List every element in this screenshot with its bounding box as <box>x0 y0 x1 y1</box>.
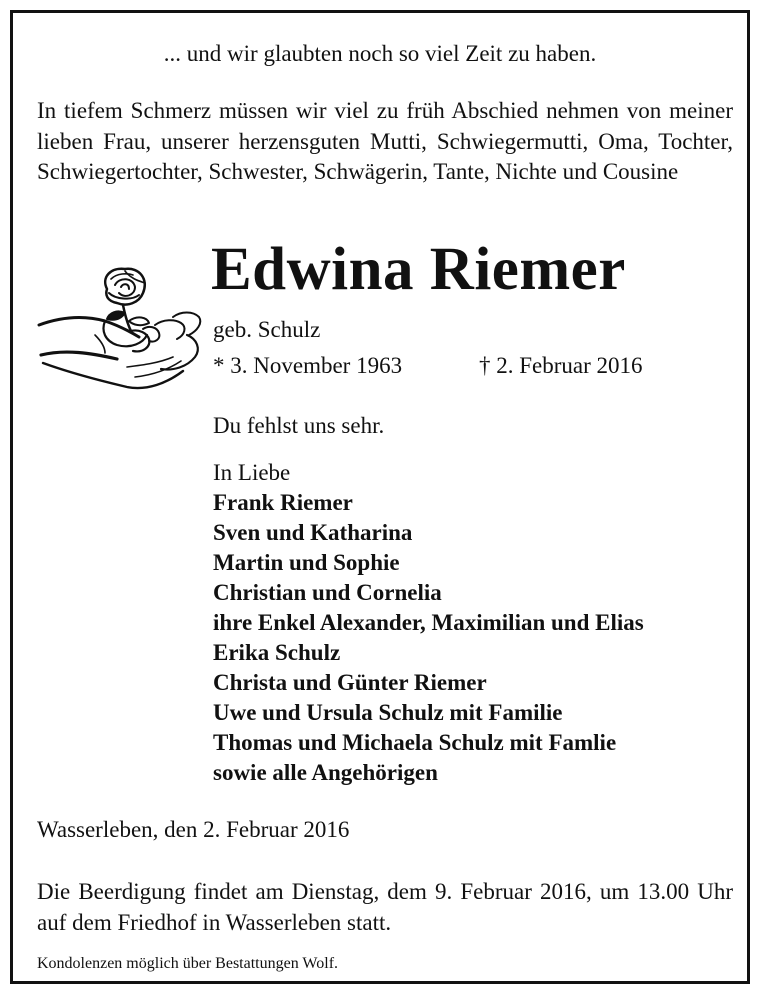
mourner-name: ihre Enkel Alexander, Maximilian und Elias <box>213 610 644 635</box>
missed-line: Du fehlst uns sehr. <box>213 413 385 438</box>
deceased-name: Edwina Riemer <box>211 236 626 303</box>
mourner-name: Thomas und Michaela Schulz mit Famlie <box>213 730 617 755</box>
death-date: † 2. Februar 2016 <box>479 353 643 378</box>
epigraph: ... und wir glaubten noch so viel Zeit zu haben. <box>163 41 597 66</box>
mourner-name: Christian und Cornelia <box>213 580 442 605</box>
in-love-line: In Liebe <box>213 460 291 485</box>
mourner-name: Christa und Günter Riemer <box>213 670 487 695</box>
place-and-date: Wasserleben, den 2. Februar 2016 <box>37 817 350 842</box>
intro-text: In tiefem Schmerz müssen wir viel zu früh Abschied nehmen von meiner lieben Frau, unserer herzensguten Mutti, Schwiegermutti, Oma, Tochter, Schwiegertochter, Schwester, Schwägerin, Tante, Nichte und Cousine <box>37 98 733 184</box>
mourner-name: Martin und Sophie <box>213 550 400 575</box>
obituary-notice <box>10 10 750 984</box>
birth-date: * 3. November 1963 <box>213 353 403 378</box>
mourner-name: Frank Riemer <box>213 490 353 515</box>
rose-in-hands-icon <box>35 259 207 401</box>
mourner-name: Erika Schulz <box>213 640 341 665</box>
mourner-name: Sven und Katharina <box>213 520 413 545</box>
mourners-list <box>213 488 644 788</box>
maiden-name: geb. Schulz <box>213 317 321 342</box>
mourner-name: sowie alle Angehörigen <box>213 760 438 785</box>
funeral-details: Die Beerdigung findet am Dienstag, dem 9. Februar 2016, um 13.00 Uhr auf dem Friedhof in Wasserleben statt. <box>37 879 733 935</box>
mourner-name: Uwe und Ursula Schulz mit Familie <box>213 700 563 725</box>
condolence-note: Kondolenzen möglich über Bestattungen Wolf. <box>37 955 339 972</box>
